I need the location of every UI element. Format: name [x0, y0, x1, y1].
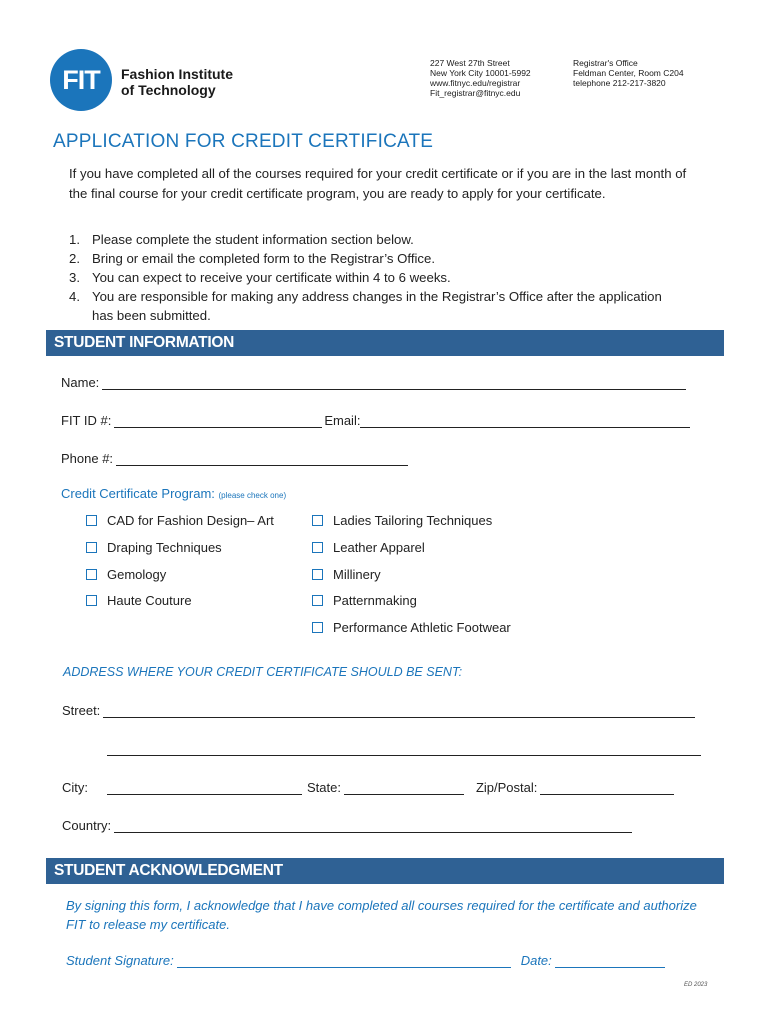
program-option[interactable]	[312, 593, 417, 608]
program-option-label: Patternmaking	[333, 593, 417, 608]
signature-input-line[interactable]	[177, 953, 511, 968]
street-field	[62, 703, 695, 718]
step-number: 1.	[69, 232, 80, 247]
checkbox[interactable]	[86, 595, 97, 606]
street-label: Street:	[62, 703, 101, 718]
name-field	[61, 375, 686, 390]
step-number: 3.	[69, 270, 80, 285]
checkbox[interactable]	[312, 569, 323, 580]
campus-address	[430, 58, 531, 98]
program-option-label: Gemology	[107, 567, 167, 582]
program-option-label: Haute Couture	[107, 593, 192, 608]
program-option[interactable]	[312, 513, 492, 528]
address-line: 227 West 27th Street	[430, 58, 510, 68]
institution-line1: Fashion Institute	[121, 66, 233, 82]
fit-id-field	[61, 413, 690, 428]
list-item	[69, 287, 669, 325]
date-label: Date:	[520, 953, 552, 968]
country-field	[62, 818, 632, 833]
email-label: Email:	[324, 413, 361, 428]
date-input-line[interactable]	[555, 953, 665, 968]
checkbox[interactable]	[312, 515, 323, 526]
intro-paragraph: If you have completed all of the courses required for your credit certificate or if you are in the last month of the final course for your credit certificate program, you are ready to apply for your certificate.	[69, 166, 687, 201]
list-item	[69, 230, 669, 249]
checkbox[interactable]	[86, 515, 97, 526]
address-line: Fit_registrar@fitnyc.edu	[430, 88, 521, 98]
fit-logo	[50, 49, 112, 111]
fit-id-input-line[interactable]	[114, 413, 322, 428]
list-item	[69, 268, 669, 287]
program-option[interactable]	[312, 567, 381, 582]
checkbox[interactable]	[86, 569, 97, 580]
program-hint: (please check one)	[218, 491, 287, 500]
registrar-address	[573, 58, 684, 88]
state-input-line[interactable]	[344, 780, 464, 795]
step-text: You can expect to receive your certificate within 4 to 6 weeks.	[92, 270, 451, 285]
signature-label: Student Signature:	[66, 953, 174, 968]
country-label: Country:	[62, 818, 112, 833]
instruction-list	[69, 230, 669, 325]
signature-field	[66, 953, 665, 968]
name-input-line[interactable]	[102, 375, 686, 390]
fit-id-label: FIT ID #:	[61, 413, 112, 428]
program-label-text: Credit Certificate Program:	[61, 486, 215, 501]
zip-input-line[interactable]	[540, 780, 674, 795]
address-line: www.fitnyc.edu/registrar	[430, 78, 521, 88]
phone-input-line[interactable]	[116, 451, 408, 466]
step-number: 4.	[69, 289, 80, 304]
form-version: ED 2023	[684, 982, 708, 988]
program-option-label: Millinery	[333, 567, 381, 582]
country-input-line[interactable]	[114, 818, 632, 833]
street-line-2	[107, 741, 701, 756]
name-label: Name:	[61, 375, 100, 390]
address-heading: ADDRESS WHERE YOUR CREDIT CERTIFICATE SHOULD BE SENT:	[63, 665, 463, 679]
checkbox[interactable]	[312, 622, 323, 633]
checkbox[interactable]	[312, 595, 323, 606]
program-option[interactable]	[86, 593, 192, 608]
step-text: You are responsible for making any address changes in the Registrar’s Office after the application has been submitted.	[92, 289, 662, 323]
program-option-label: Performance Athletic Footwear	[333, 620, 511, 635]
program-option-label: Ladies Tailoring Techniques	[333, 513, 493, 528]
street-input-line[interactable]	[103, 703, 695, 718]
state-label: State:	[307, 780, 341, 795]
program-option-label: Leather Apparel	[333, 540, 425, 555]
program-option[interactable]	[312, 540, 425, 555]
city-state-zip-field	[62, 780, 674, 795]
acknowledgment-heading: STUDENT ACKNOWLEDGMENT	[46, 858, 724, 884]
phone-label: Phone #:	[61, 451, 114, 466]
page-title: APPLICATION FOR CREDIT CERTIFICATE	[53, 131, 434, 152]
address-line: Feldman Center, Room C204	[573, 68, 684, 78]
program-option-label: Draping Techniques	[107, 540, 222, 555]
step-number: 2.	[69, 251, 80, 266]
checkbox[interactable]	[86, 542, 97, 553]
logo-text: FIT	[62, 64, 100, 95]
address-line: Registrar's Office	[573, 58, 638, 68]
program-label	[61, 486, 286, 501]
program-option[interactable]	[86, 567, 166, 582]
step-text: Please complete the student information section below.	[92, 232, 414, 247]
phone-field	[61, 451, 408, 466]
institution-name	[121, 66, 233, 98]
program-option-label: CAD for Fashion Design– Art	[107, 513, 274, 528]
institution-line2: of Technology	[121, 82, 216, 98]
email-input-line[interactable]	[360, 413, 690, 428]
city-input-line[interactable]	[107, 780, 302, 795]
student-info-heading: STUDENT INFORMATION	[46, 330, 724, 356]
program-option[interactable]	[86, 513, 274, 528]
address-line: telephone 212-217-3820	[573, 78, 666, 88]
step-text: Bring or email the completed form to the Registrar’s Office.	[92, 251, 436, 266]
street-input-line-2[interactable]	[107, 741, 701, 756]
checkbox[interactable]	[312, 542, 323, 553]
zip-label: Zip/Postal:	[475, 780, 538, 795]
list-item	[69, 249, 669, 268]
program-option[interactable]	[86, 540, 222, 555]
acknowledgment-text: By signing this form, I acknowledge that I have completed all courses required for the certificate and authorize FIT to release my certificate.	[66, 898, 697, 932]
address-line: New York City 10001-5992	[430, 68, 531, 78]
city-label: City:	[62, 780, 88, 795]
program-option[interactable]	[312, 620, 511, 635]
